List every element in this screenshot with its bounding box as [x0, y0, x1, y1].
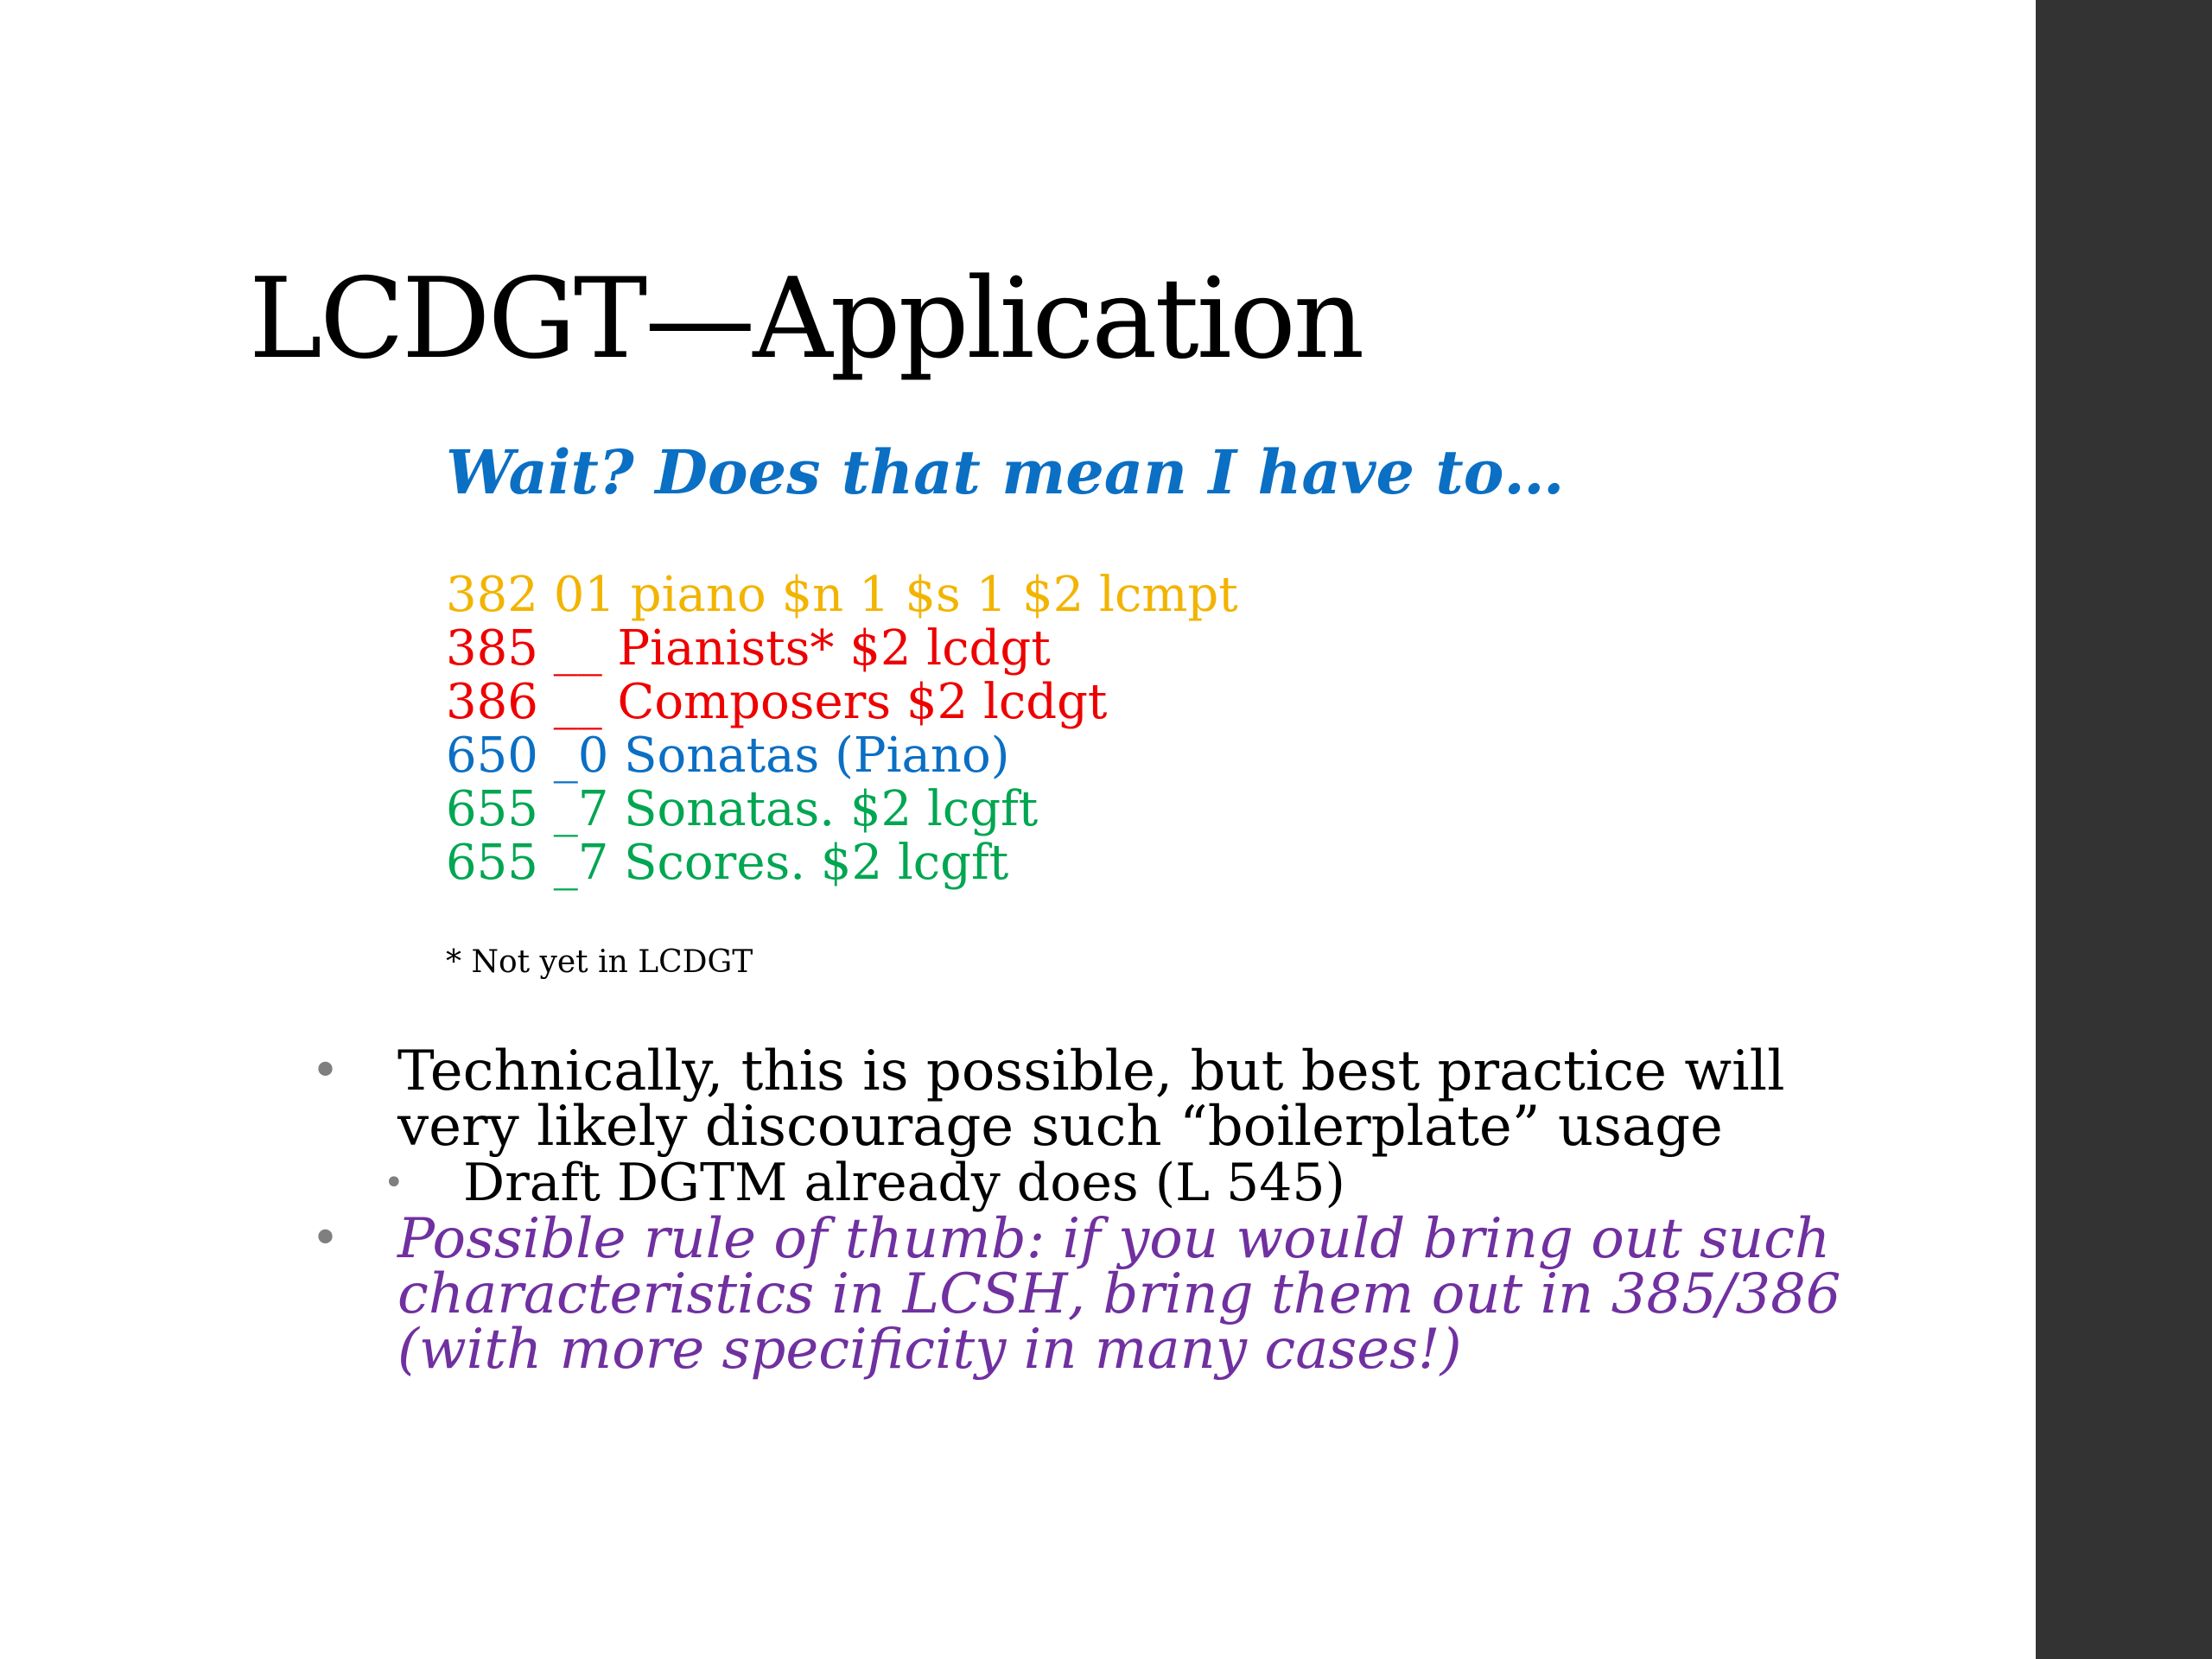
marc-field-655-scores: 655 _7 Scores. $2 lcgft	[446, 835, 1009, 891]
marc-field-385: 385 __ Pianists* $2 lcdgt	[446, 620, 1051, 677]
marc-field-list	[446, 569, 1238, 890]
bullet-text: Technically, this is possible, but best practice will very likely discourage such “boilerplate” usage	[397, 1039, 1785, 1159]
marc-field-650: 650 _0 Sonatas (Piano)	[446, 728, 1010, 784]
marc-field-386: 386 __ Composers $2 lcdgt	[446, 674, 1108, 730]
bullet-dot-icon: •	[384, 1163, 404, 1203]
slide-subtitle: Wait? Does that mean I have to…	[446, 436, 1565, 508]
slide-title: LCDGT—Application	[249, 255, 1363, 384]
sub-bullet-text: Draft DGTM already does (L 545)	[463, 1153, 1345, 1213]
marc-field-382: 382 01 piano $n 1 $s 1 $2 lcmpt	[446, 567, 1238, 623]
slide-sidebar	[2036, 0, 2212, 1659]
footnote: * Not yet in LCDGT	[446, 944, 753, 980]
bullet-item-italic	[311, 1207, 1866, 1382]
bullet-dot-icon: •	[311, 1043, 340, 1099]
bullet-dot-icon: •	[311, 1211, 340, 1267]
marc-field-655-sonatas: 655 _7 Sonatas. $2 lcgft	[446, 781, 1039, 837]
sub-bullet-item	[311, 1154, 1866, 1211]
bullet-list	[311, 1039, 1866, 1382]
bullet-text: Possible rule of thumb: if you would bring out such characteristics in LCSH, bring them out in 385/386 (with more specificity in many cases!)	[397, 1207, 1841, 1382]
bullet-item	[311, 1039, 1866, 1159]
